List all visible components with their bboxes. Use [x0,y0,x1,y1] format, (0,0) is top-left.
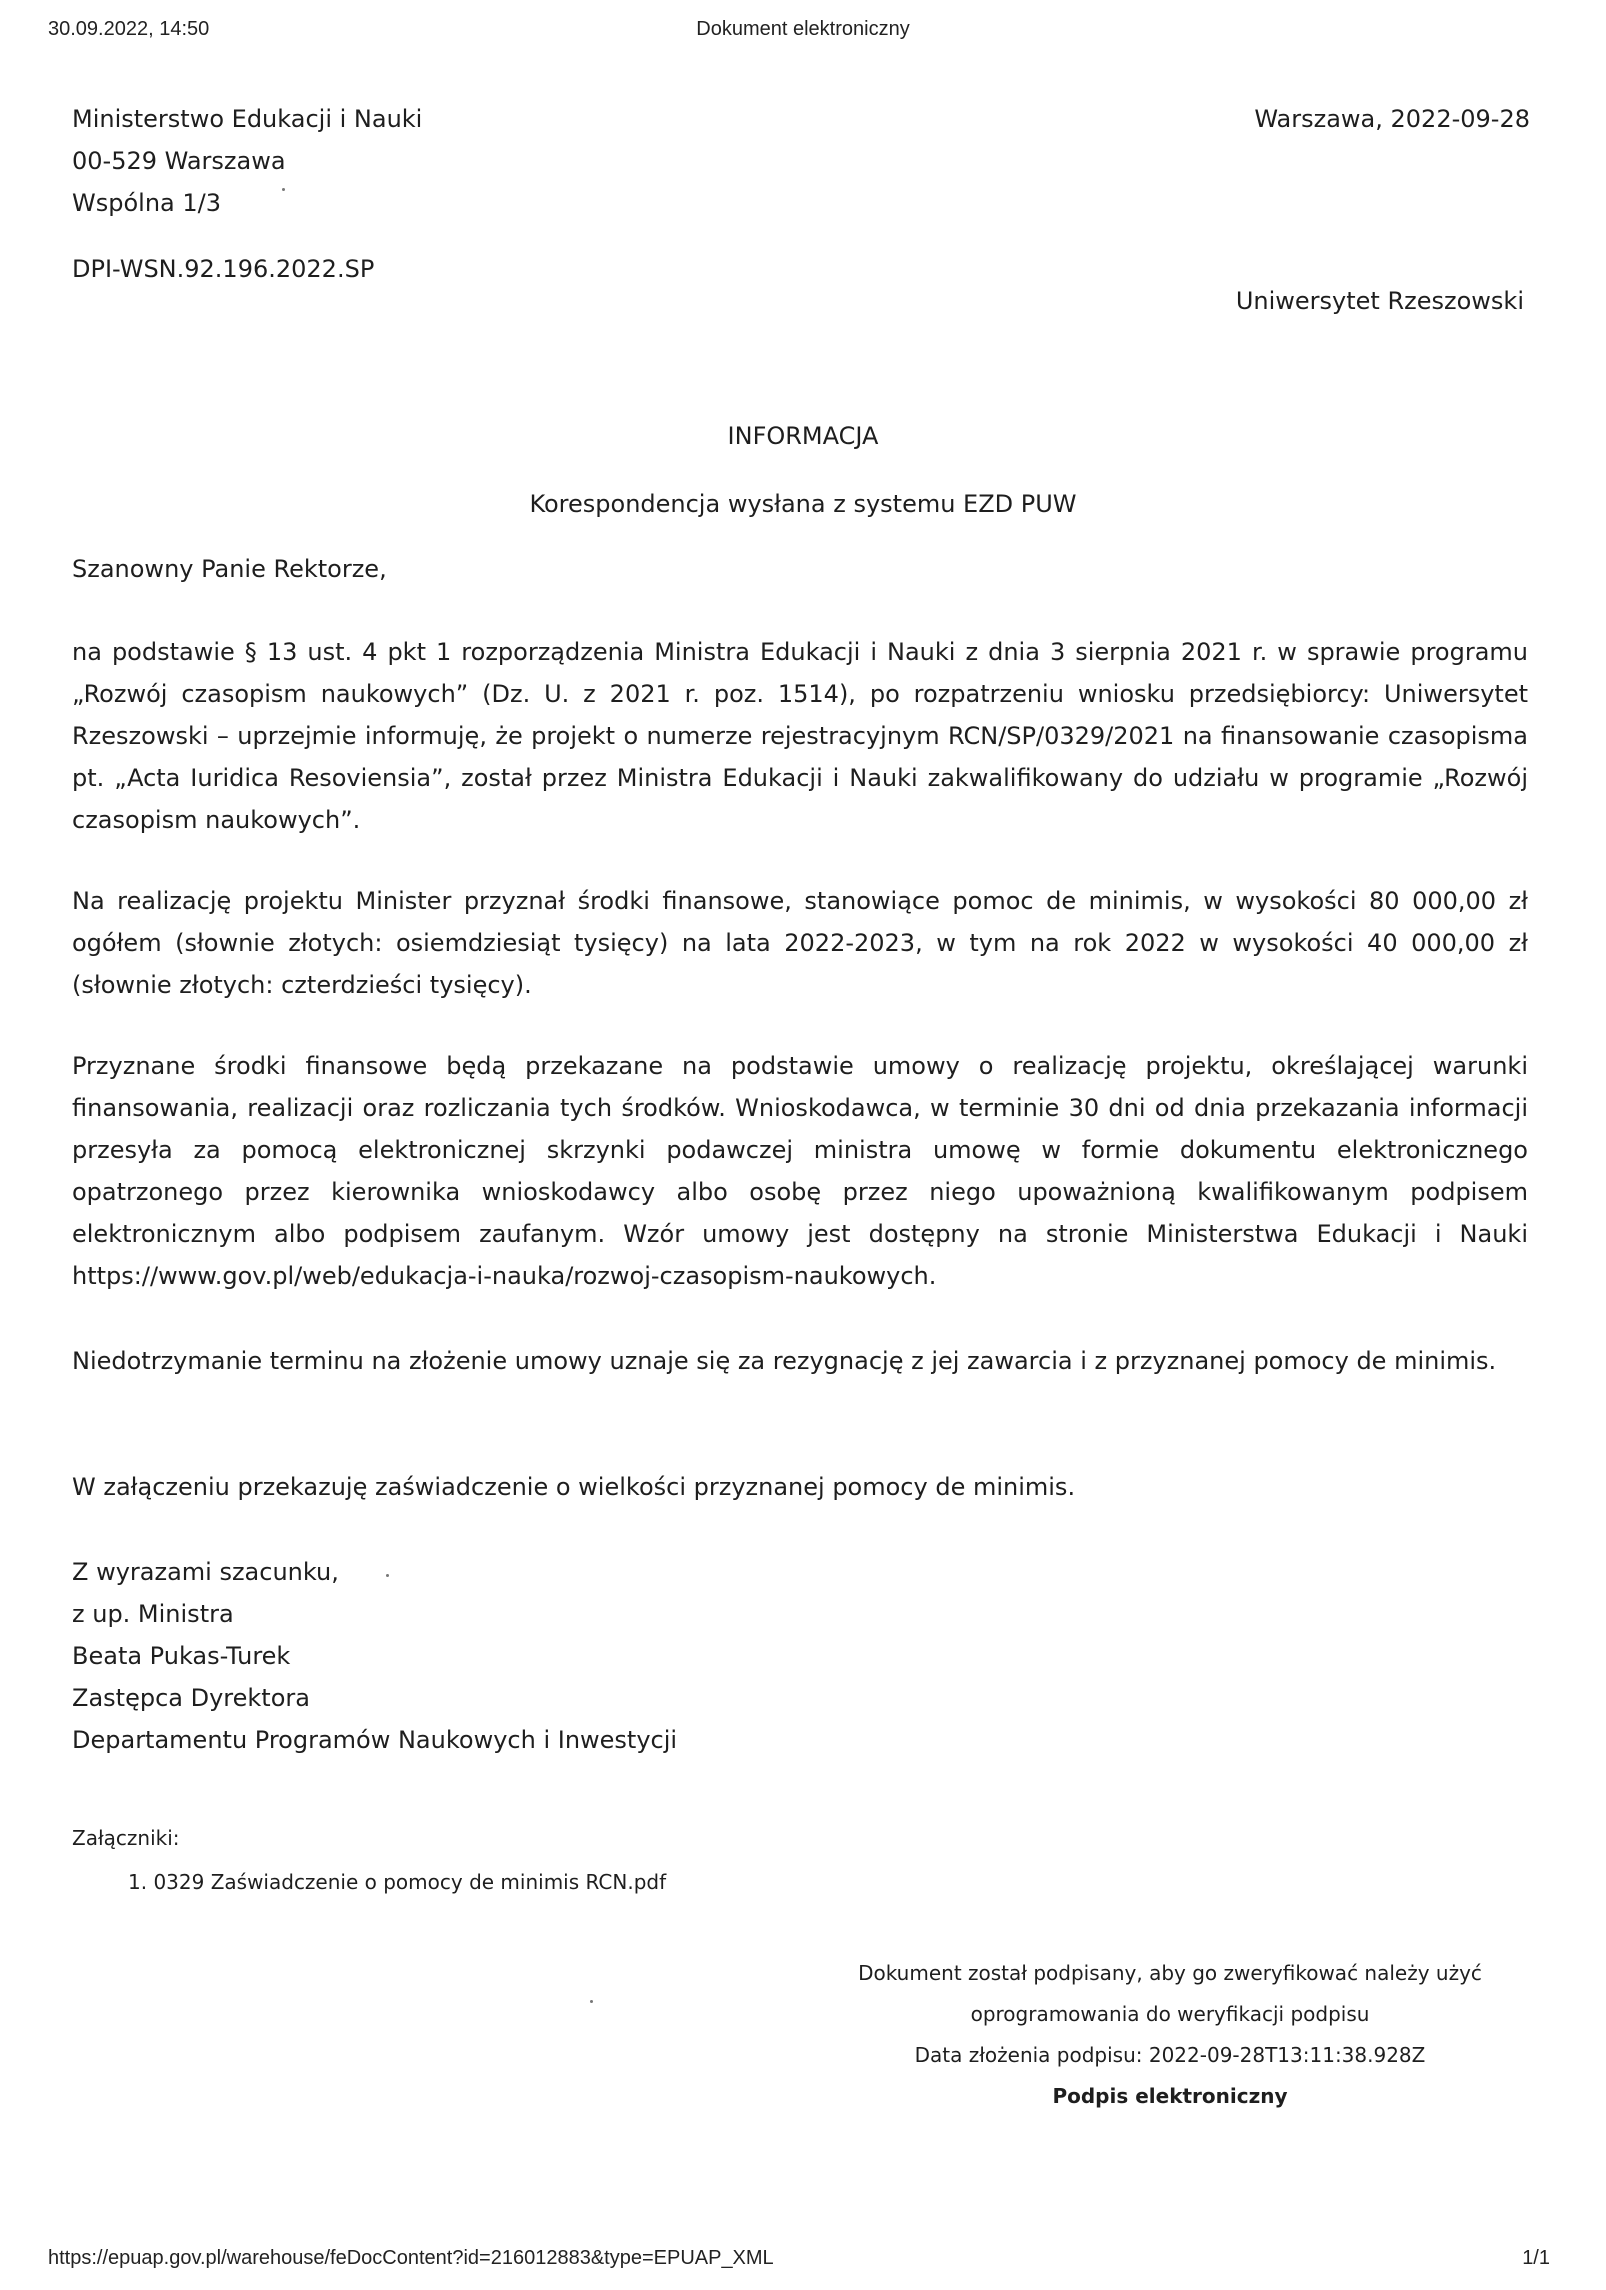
closing-on-behalf: z up. Ministra [72,1600,234,1628]
closing-regards: Z wyrazami szacunku, [72,1558,339,1586]
signature-label: Podpis elektroniczny [1052,2084,1288,2108]
reference-number: DPI-WSN.92.196.2022.SP [72,255,375,283]
recipient: Uniwersytet Rzeszowski [1235,287,1524,315]
print-url: https://epuap.gov.pl/warehouse/feDocContent?id=216012883&type=EPUAP_XML [48,2247,774,2269]
place-date: Warszawa, 2022-09-28 [1254,105,1530,133]
print-page-title: Dokument elektroniczny [696,18,910,40]
scan-speck [282,188,285,191]
sender-postal: 00-529 Warszawa [72,147,286,175]
paragraph-funding: Na realizację projektu Minister przyznał środki finansowe, stanowiące pomoc de minimis, w wysokości 80 000,00 zł ogółem (słownie złotych: osiemdziesiąt tysięcy) na lata 2022-2023, w tym na rok 2022 w wysokości 40 000,00 zł (słownie złotych: czterdzieści tysięcy). [72,887,1528,999]
print-page-number: 1/1 [1522,2247,1550,2269]
scan-speck [386,1574,389,1577]
paragraph-deadline: Niedotrzymanie terminu na złożenie umowy uznaje się za rezygnację z jej zawarcia i z przyznanej pomocy de minimis. [72,1347,1497,1375]
sender-name: Ministerstwo Edukacji i Nauki [72,105,423,133]
signer-department: Departamentu Programów Naukowych i Inwestycji [72,1726,678,1754]
scan-speck [590,2000,593,2003]
sender-street: Wspólna 1/3 [72,189,221,217]
document-title: INFORMACJA [727,422,879,450]
attachment-item: 1. 0329 Zaświadczenie o pomocy de minimis RCN.pdf [128,1870,667,1894]
signer-name: Beata Pukas-Turek [72,1642,291,1670]
signature-note-line1: Dokument został podpisany, aby go zweryfikować należy użyć [858,1961,1482,1985]
document-subtitle: Korespondencja wysłana z systemu EZD PUW [529,490,1077,518]
paragraph-attachment-note: W załączeniu przekazuję zaświadczenie o wielkości przyznanej pomocy de minimis. [72,1473,1076,1501]
attachments-label: Załączniki: [72,1826,180,1850]
paragraph-legal-basis: na podstawie § 13 ust. 4 pkt 1 rozporządzenia Ministra Edukacji i Nauki z dnia 3 sierpnia 2021 r. w sprawie programu „Rozwój czasopism naukowych” (Dz. U. z 2021 r. poz. 1514), po rozpatrzeniu wniosku przedsiębiorcy: Uniwersytet Rzeszowski – uprzejmie informuję, że projekt o numerze rejestracyjnym RCN/SP/0329/2021 na finansowanie czasopisma pt. „Acta Iuridica Resoviensia”, został przez Ministra Edukacji i Nauki zakwalifikowany do udziału w programie „Rozwój czasopism naukowych”. [72,638,1528,834]
salutation: Szanowny Panie Rektorze, [72,555,387,583]
signer-title: Zastępca Dyrektora [72,1684,310,1712]
signature-note-line2: oprogramowania do weryfikacji podpisu [970,2002,1370,2026]
signature-date: Data złożenia podpisu: 2022-09-28T13:11:38.928Z [914,2043,1426,2067]
paragraph-agreement: Przyznane środki finansowe będą przekazane na podstawie umowy o realizację projektu, określającej warunki finansowania, realizacji oraz rozliczania tych środków. Wnioskodawca, w terminie 30 dni od dnia przekazania informacji przesyła za pomocą elektronicznej skrzynki podawczej ministra umowę w formie dokumentu elektronicznego opatrzonego przez kierownika wnioskodawcy albo osobę przez niego upoważnioną kwalifikowanym podpisem elektronicznym albo podpisem zaufanym. Wzór umowy jest dostępny na stronie Ministerstwa Edukacji i Nauki https://www.gov.pl/web/edukacja-i-nauka/rozwoj-czasopism-naukowych. [72,1052,1528,1290]
print-datetime: 30.09.2022, 14:50 [48,18,210,40]
